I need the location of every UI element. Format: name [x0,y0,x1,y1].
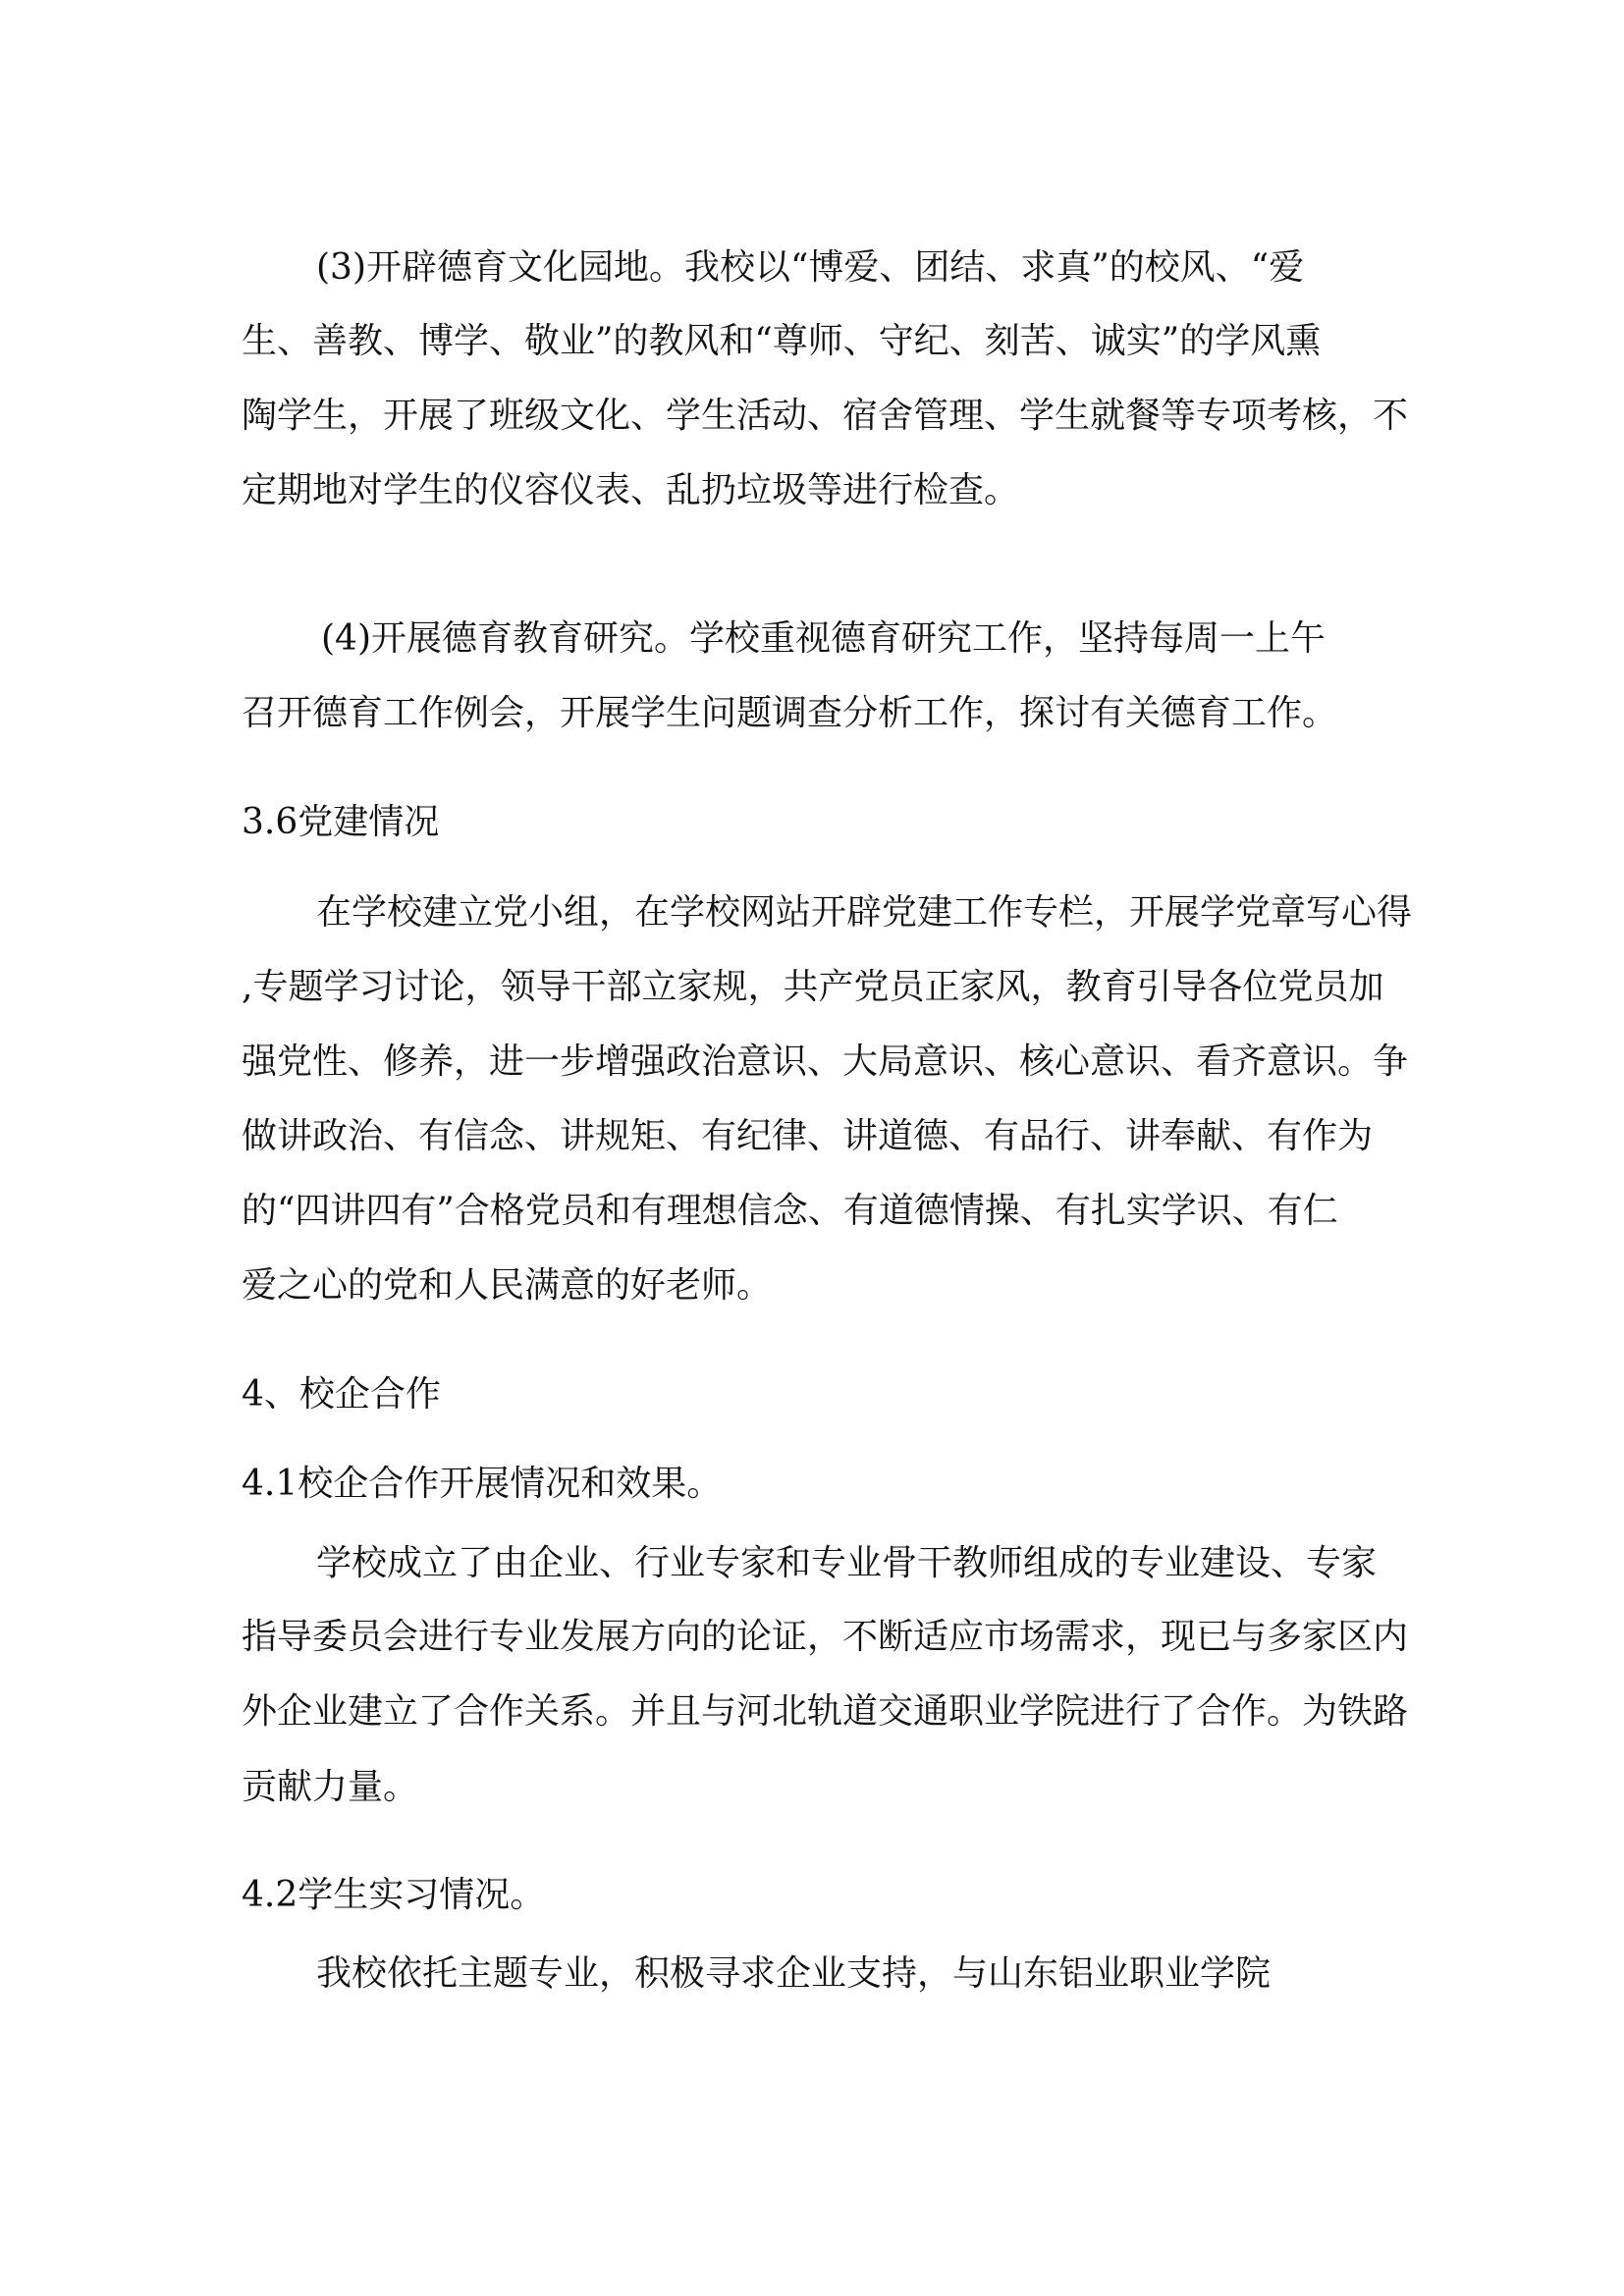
cooperation-line-3: 外企业建立了合作关系。并且与河北轨道交通职业学院进行了合作。为铁路 [242,1691,1409,1732]
section-4-heading: 4、校企合作 [242,1374,441,1415]
cooperation-line-2: 指导委员会进行专业发展方向的论证，不断适应市场需求，现已与多家区内 [242,1617,1409,1657]
party-building-line-5: 的“四讲四有”合格党员和有理想信念、有道德情操、有扎实学识、有仁 [242,1191,1338,1231]
paragraph-3-line-4: 定期地对学生的仪容仪表、乱扔垃圾等进行检查。 [242,470,1020,510]
paragraph-3-line-3: 陶学生，开展了班级文化、学生活动、宿舍管理、学生就餐等专项考核，不 [242,396,1409,436]
paragraph-3-line-1: (3)开辟德育文化园地。我校以“博爱、团结、求真”的校风、“爱 [316,247,1305,288]
section-3-6-heading: 3.6党建情况 [242,802,440,842]
section-4-2-heading: 4.2学生实习情况。 [242,1875,546,1915]
paragraph-4-line-1: (4)开展德育教育研究。学校重视德育研究工作，坚持每周一上午 [321,618,1326,659]
section-4-1-heading: 4.1校企合作开展情况和效果。 [242,1464,723,1504]
party-building-line-1: 在学校建立党小组，在学校网站开辟党建工作专栏，开展学党章写心得 [316,892,1413,933]
internship-line-1: 我校依托主题专业，积极寻求企业支持，与山东铝业职业学院 [316,1953,1272,1994]
paragraph-4-line-2: 召开德育工作例会，开展学生问题调查分析工作，探讨有关德育工作。 [242,693,1338,733]
cooperation-line-4: 贡献力量。 [242,1767,419,1807]
party-building-line-6: 爱之心的党和人民满意的好老师。 [242,1265,773,1306]
party-building-line-3: 强党性、修养，进一步增强政治意识、大局意识、核心意识、看齐意识。争 [242,1041,1409,1082]
cooperation-line-1: 学校成立了由企业、行业专家和专业骨干教师组成的专业建设、专家 [316,1543,1378,1583]
party-building-line-4: 做讲政治、有信念、讲规矩、有纪律、讲道德、有品行、讲奉献、有作为 [242,1116,1374,1156]
paragraph-3-line-2: 生、善教、博学、敬业”的教风和“尊师、守纪、刻苦、诚实”的学风熏 [242,321,1322,361]
party-building-line-2: ,专题学习讨论，领导干部立家规，共产党员正家风，教育引导各位党员加 [242,967,1384,1007]
